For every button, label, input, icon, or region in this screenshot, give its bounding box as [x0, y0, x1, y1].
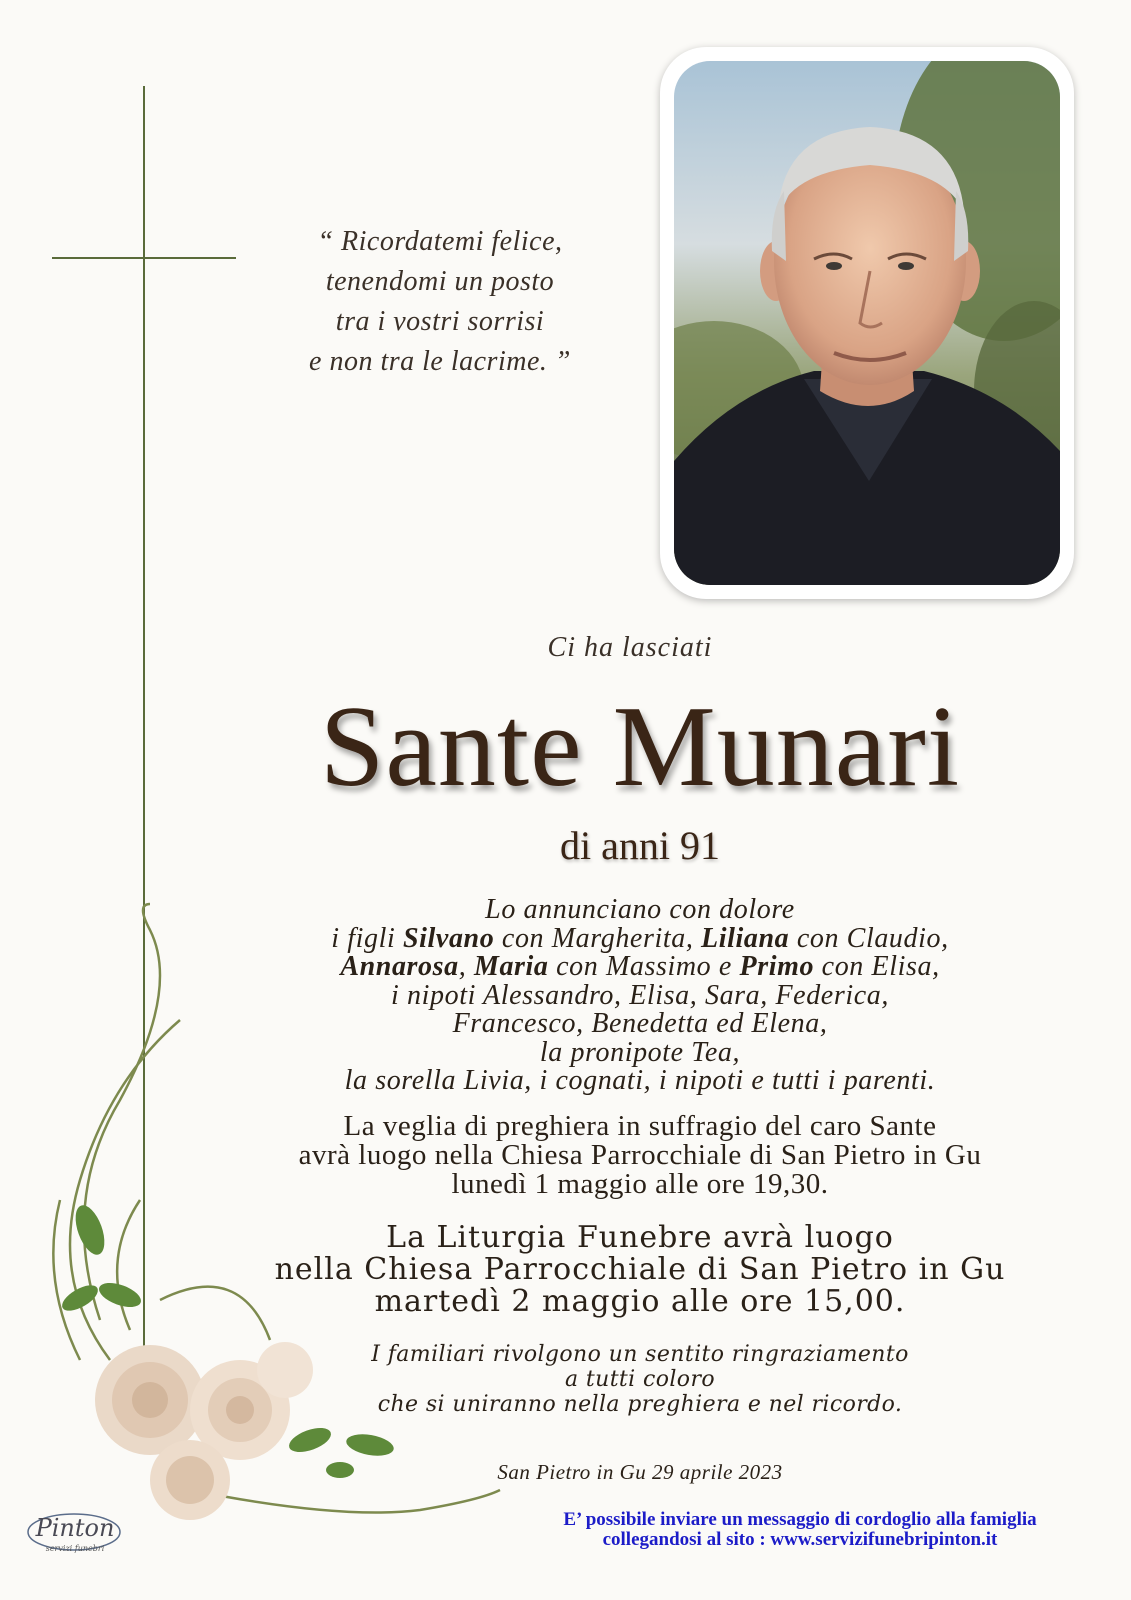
child-name: Silvano	[402, 922, 495, 954]
text-run: ,	[458, 951, 474, 982]
text-run: con Massimo e	[548, 951, 740, 982]
roses-decoration	[40, 900, 520, 1560]
child-name: Liliana	[701, 922, 790, 954]
funeral-line: La Liturgia Funebre avrà luogo	[386, 1220, 894, 1255]
lead-text: Ci ha lasciati	[547, 632, 713, 663]
announcement-line: la pronipote Tea,	[539, 1036, 741, 1068]
logo-subtitle: servizi funebri	[45, 1544, 105, 1553]
funeral-line: martedì 2 maggio alle ore 15,00.	[374, 1284, 906, 1319]
quote-line: e non tra le lacrime. ”	[309, 346, 571, 377]
thanks-line: a tutti coloro	[564, 1367, 716, 1392]
website-link[interactable]: collegandosi al sito : www.servizifunebripinton.it	[602, 1529, 998, 1550]
child-name: Primo	[739, 951, 815, 982]
condolence-footer	[520, 1510, 1080, 1550]
deceased-name: Sante Munari	[319, 683, 961, 811]
portrait-frame	[660, 47, 1074, 599]
quote-line: tra i vostri sorrisi	[335, 306, 545, 337]
announcement-line: Francesco, Benedetta ed Elena,	[452, 1008, 828, 1039]
announcement-line: la sorella Livia, i cognati, i nipoti e tutti i parenti.	[344, 1065, 936, 1096]
age-text: di anni 91	[560, 823, 720, 868]
vigil-line: La veglia di preghiera in suffragio del caro Sante	[343, 1110, 937, 1142]
quote-line: “ Ricordatemi felice,	[317, 226, 563, 257]
vigil-line: lunedì 1 maggio alle ore 19,30.	[451, 1168, 829, 1200]
footer-line: E’ possibile inviare un messaggio di cordoglio alla famiglia	[563, 1509, 1037, 1530]
text-run: con Elisa,	[814, 951, 940, 982]
text-run: con Margherita,	[494, 922, 702, 954]
child-name: Maria	[473, 951, 549, 982]
child-name: Annarosa	[340, 951, 459, 982]
epitaph-quote	[260, 222, 620, 382]
cross-horizontal-bar	[52, 257, 236, 259]
thanks-line: I familiari rivolgono un sentito ringraziamento	[371, 1342, 909, 1367]
place-date: San Pietro in Gu 29 aprile 2023	[497, 1460, 783, 1484]
logo-name: Pinton	[35, 1514, 115, 1542]
thanks-line: che si uniranno nella preghiera e nel ricordo.	[377, 1392, 903, 1417]
funeral-line: nella Chiesa Parrocchiale di San Pietro in Gu	[274, 1252, 1006, 1287]
portrait-image	[674, 61, 1060, 585]
funeral-home-logo	[24, 1508, 124, 1564]
vigil-line: avrà luogo nella Chiesa Parrocchiale di San Pietro in Gu	[298, 1139, 982, 1171]
quote-line: tenendomi un posto	[325, 266, 555, 297]
portrait-photo	[674, 61, 1060, 585]
announcement-line: i nipoti Alessandro, Elisa, Sara, Federica,	[391, 979, 889, 1011]
announcement-line: Lo annunciano con dolore	[485, 894, 795, 925]
text-run: i figli	[331, 922, 403, 954]
text-run: con Claudio,	[789, 922, 949, 954]
